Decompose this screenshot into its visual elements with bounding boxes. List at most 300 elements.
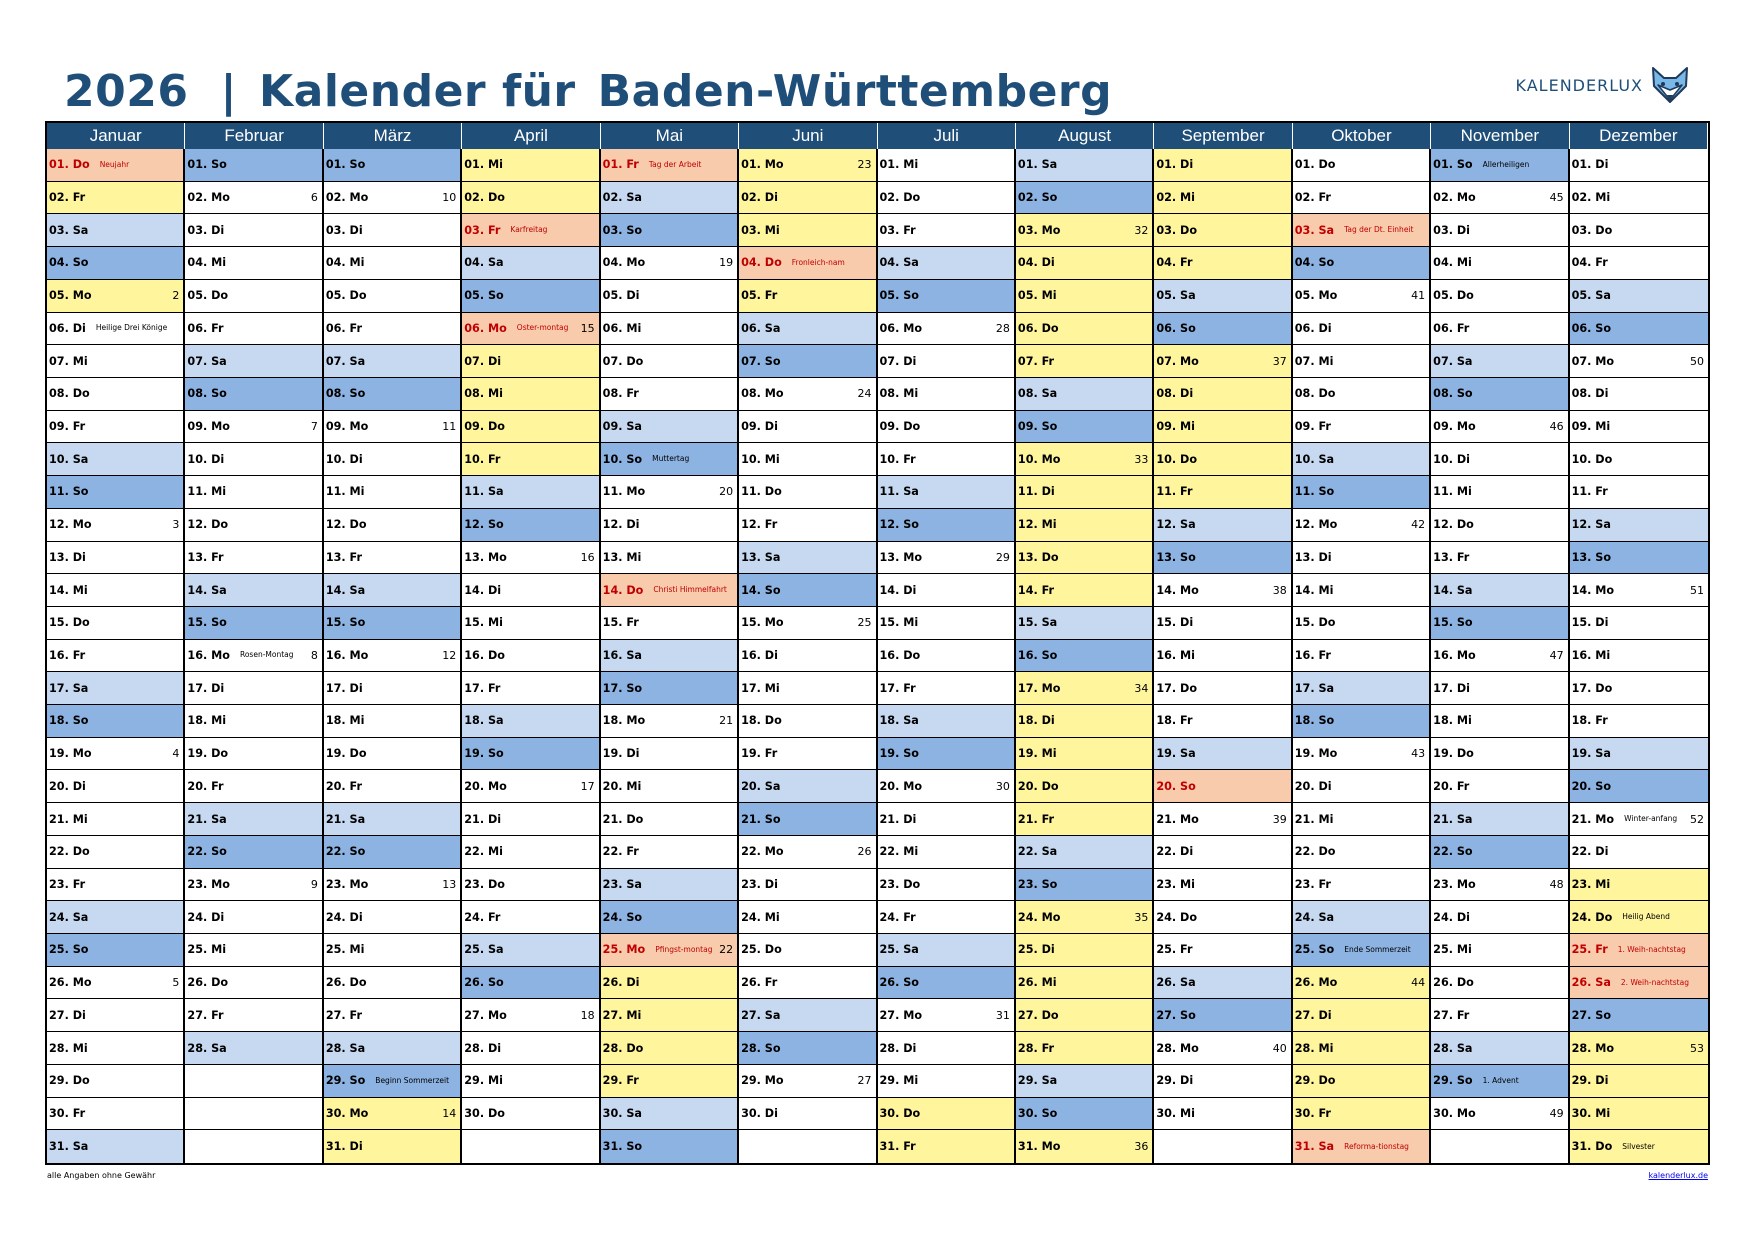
day-label: 28. Sa (187, 1041, 227, 1055)
day-label: 28. So (741, 1041, 781, 1055)
day-label: 22. Mo (741, 845, 784, 859)
day-label: 06. Mo (879, 321, 923, 335)
day-cell (1293, 1098, 1431, 1131)
day-cell (47, 280, 185, 313)
day-label: 04. Di (1017, 256, 1055, 270)
day-label: 19. Do (187, 747, 229, 761)
day-label: 13. Mo (879, 550, 923, 564)
day-cell (601, 378, 739, 411)
day-label: 26. Di (602, 976, 640, 990)
website-link[interactable]: kalenderlux.de (1648, 1171, 1708, 1180)
day-label: 20. So (1571, 779, 1612, 793)
day-cell (878, 934, 1016, 967)
day-cell (1154, 967, 1292, 1000)
day-label: 22. So (1433, 845, 1473, 859)
day-label: 10. Fr (464, 452, 501, 466)
day-label: 25. Di (1017, 943, 1055, 957)
day-cell (324, 607, 462, 640)
day-cell (324, 672, 462, 705)
day-cell (878, 705, 1016, 738)
day-cell (185, 542, 323, 575)
day-cell (1154, 640, 1292, 673)
day-cell (878, 869, 1016, 902)
day-cell (47, 1098, 185, 1131)
day-cell (462, 1065, 600, 1098)
day-label: 10. So (602, 452, 643, 466)
day-cell (324, 803, 462, 836)
day-cell (1431, 607, 1569, 640)
day-label: 06. Fr (187, 321, 224, 335)
day-label: 25. Do (741, 943, 782, 957)
day-cell (1570, 705, 1708, 738)
day-label: 07. Mo (1156, 354, 1199, 368)
day-cell (47, 214, 185, 247)
day-cell (601, 411, 739, 444)
day-label: 01. Mi (879, 158, 919, 172)
day-label: 12. Mo (1294, 518, 1338, 532)
day-label: 26. Do (1433, 976, 1474, 990)
day-cell (324, 640, 462, 673)
day-label: 14. Do (602, 583, 644, 597)
day-label: 12. Do (1433, 518, 1474, 532)
week-number: 41 (1411, 289, 1426, 303)
day-label: 21. Mo (1156, 812, 1199, 826)
day-label: 25. Mi (325, 943, 365, 957)
day-cell (1016, 967, 1154, 1000)
day-label: 19. Do (1433, 747, 1474, 761)
day-label: 21. Mi (49, 812, 88, 826)
day-label: 28. Do (602, 1041, 644, 1055)
day-label: 01. So (325, 158, 366, 172)
day-cell (1016, 345, 1154, 378)
day-cell (1570, 509, 1708, 542)
day-cell (324, 247, 462, 280)
day-cell (462, 967, 600, 1000)
day-cell (185, 574, 323, 607)
day-cell (601, 443, 739, 476)
day-cell (601, 313, 739, 346)
day-label: 06. Di (49, 321, 86, 335)
day-label: 07. Sa (1433, 354, 1473, 368)
day-label: 14. Di (879, 583, 917, 597)
day-label: 25. So (49, 943, 89, 957)
day-label: 29. Sa (1017, 1074, 1058, 1088)
day-label: 16. Mo (1433, 648, 1476, 662)
holiday-note: Rosen-Montag (239, 650, 294, 660)
day-cell (47, 640, 185, 673)
day-label: 13. Fr (325, 550, 362, 564)
day-cell (1431, 672, 1569, 705)
day-label: 03. Sa (49, 223, 89, 237)
week-number: 17 (580, 779, 595, 793)
day-label: 28. Fr (1017, 1041, 1055, 1055)
day-label: 05. Do (1433, 289, 1474, 303)
day-label: 11. Mo (602, 485, 646, 499)
day-cell (1570, 443, 1708, 476)
day-label: 12. So (879, 518, 919, 532)
day-label: 07. Sa (187, 354, 227, 368)
day-cell (1431, 313, 1569, 346)
day-label: 09. So (1017, 420, 1058, 434)
day-cell (739, 803, 877, 836)
day-label: 15. Do (49, 616, 90, 630)
week-number: 46 (1549, 420, 1564, 434)
day-cell (324, 836, 462, 869)
day-cell (1016, 1032, 1154, 1065)
day-cell (1154, 999, 1292, 1032)
day-label: 21. Mo (1571, 812, 1615, 826)
day-label: 22. Sa (1017, 845, 1058, 859)
empty-cell (185, 1098, 323, 1131)
day-cell (47, 901, 185, 934)
day-label: 27. So (1156, 1008, 1196, 1022)
day-label: 23. Mo (325, 877, 369, 891)
day-label: 08. Mo (741, 387, 784, 401)
day-label: 16. Sa (602, 648, 642, 662)
day-cell (1154, 542, 1292, 575)
day-label: 01. Di (1156, 158, 1194, 172)
day-label: 05. Mo (1294, 289, 1338, 303)
day-cell (324, 738, 462, 771)
day-cell (1154, 214, 1292, 247)
day-label: 18. Mi (325, 714, 365, 728)
day-label: 20. Fr (325, 779, 362, 793)
day-cell (47, 149, 185, 182)
day-cell (878, 738, 1016, 771)
day-cell (739, 1098, 877, 1131)
day-cell (1570, 836, 1708, 869)
day-label: 16. So (1017, 648, 1058, 662)
day-label: 19. Do (325, 747, 367, 761)
week-number: 53 (1690, 1041, 1704, 1055)
day-label: 28. Sa (325, 1041, 366, 1055)
day-cell (1570, 280, 1708, 313)
day-cell (1154, 803, 1292, 836)
day-label: 18. Mi (187, 714, 227, 728)
day-cell (462, 345, 600, 378)
day-label: 22. Do (49, 845, 90, 859)
day-label: 18. So (49, 714, 89, 728)
day-label: 28. Mo (1571, 1041, 1615, 1055)
week-number: 38 (1272, 583, 1287, 597)
day-cell (878, 901, 1016, 934)
day-cell (601, 967, 739, 1000)
day-cell (462, 509, 600, 542)
day-cell (47, 705, 185, 738)
week-number: 19 (719, 256, 734, 270)
day-cell (601, 1065, 739, 1098)
day-label: 27. Fr (187, 1008, 224, 1022)
day-cell (739, 542, 877, 575)
day-cell (1293, 247, 1431, 280)
week-number: 39 (1272, 812, 1287, 826)
day-label: 16. Do (464, 648, 505, 662)
day-cell (878, 378, 1016, 411)
day-cell (462, 542, 600, 575)
day-label: 13. Fr (187, 550, 224, 564)
day-cell (1154, 378, 1292, 411)
holiday-note: Tag der Dt. Einheit (1344, 225, 1414, 235)
week-number: 23 (857, 158, 872, 172)
day-cell (1154, 770, 1292, 803)
day-cell (1431, 836, 1569, 869)
day-cell (1293, 738, 1431, 771)
day-cell (878, 149, 1016, 182)
day-label: 20. Di (49, 779, 86, 793)
day-label: 08. Mi (464, 387, 503, 401)
day-label: 20. Mo (879, 779, 923, 793)
day-cell (1431, 967, 1569, 1000)
day-cell (1570, 640, 1708, 673)
day-label: 22. Di (1571, 845, 1609, 859)
day-label: 17. Do (1156, 681, 1198, 695)
day-cell (185, 607, 323, 640)
day-cell (1570, 182, 1708, 215)
day-label: 31. Fr (879, 1140, 916, 1154)
day-cell (185, 476, 323, 509)
day-label: 16. Mi (1571, 648, 1611, 662)
day-label: 17. Do (1571, 681, 1613, 695)
day-cell (1293, 280, 1431, 313)
day-cell (1016, 378, 1154, 411)
day-cell (601, 607, 739, 640)
week-number: 31 (995, 1008, 1010, 1022)
day-cell (1154, 1032, 1292, 1065)
day-label: 11. Sa (464, 485, 504, 499)
day-cell (1016, 999, 1154, 1032)
day-label: 15. Di (1571, 616, 1609, 630)
day-label: 04. Fr (1571, 256, 1608, 270)
empty-cell (1154, 1130, 1292, 1163)
day-label: 27. Mi (602, 1008, 642, 1022)
day-label: 03. So (602, 223, 643, 237)
day-cell (1016, 934, 1154, 967)
day-label: 13. Mo (464, 550, 507, 564)
day-label: 02. Mo (325, 191, 369, 205)
day-label: 10. Mi (741, 452, 780, 466)
day-label: 07. Fr (1017, 354, 1055, 368)
day-label: 30. Mi (1571, 1106, 1611, 1120)
day-label: 25. Fr (1571, 943, 1608, 957)
day-cell (1431, 770, 1569, 803)
day-cell (601, 836, 739, 869)
month-header: Januar (47, 123, 185, 149)
day-label: 25. So (1294, 943, 1335, 957)
page-title (64, 66, 1112, 117)
day-cell (462, 214, 600, 247)
day-cell (47, 770, 185, 803)
day-cell (1016, 1130, 1154, 1163)
day-label: 11. Sa (879, 485, 919, 499)
day-cell (878, 803, 1016, 836)
week-number: 11 (442, 420, 457, 434)
day-cell (47, 607, 185, 640)
day-label: 31. So (602, 1140, 643, 1154)
day-label: 02. Do (879, 191, 921, 205)
day-cell (1293, 443, 1431, 476)
day-cell (1016, 214, 1154, 247)
day-label: 12. Fr (741, 518, 778, 532)
day-cell (601, 214, 739, 247)
day-label: 20. Fr (187, 779, 224, 793)
day-label: 15. Fr (602, 616, 639, 630)
day-cell (324, 1065, 462, 1098)
holiday-note: Beginn Sommerzeit (375, 1075, 450, 1085)
day-label: 28. Mi (49, 1041, 88, 1055)
day-label: 13. Sa (741, 550, 781, 564)
day-cell (878, 1130, 1016, 1163)
day-cell (1154, 901, 1292, 934)
day-label: 09. Mo (187, 420, 230, 434)
day-cell (878, 214, 1016, 247)
week-number: 49 (1549, 1106, 1564, 1120)
day-label: 03. Mo (1017, 223, 1061, 237)
week-number: 35 (1134, 910, 1149, 924)
day-cell (185, 770, 323, 803)
day-cell (1154, 934, 1292, 967)
day-cell (462, 640, 600, 673)
day-label: 18. Mo (602, 714, 646, 728)
day-cell (1016, 1098, 1154, 1131)
day-cell (1431, 934, 1569, 967)
day-cell (185, 149, 323, 182)
day-cell (601, 345, 739, 378)
day-cell (1431, 999, 1569, 1032)
day-cell (1570, 1032, 1708, 1065)
holiday-note: Winter-anfang (1624, 814, 1678, 824)
day-label: 19. Mo (1294, 747, 1338, 761)
week-number: 33 (1134, 452, 1149, 466)
week-number: 10 (442, 191, 457, 205)
day-cell (1154, 1065, 1292, 1098)
day-cell (1154, 345, 1292, 378)
day-label: 25. Mo (602, 943, 646, 957)
day-cell (47, 999, 185, 1032)
day-cell (1154, 443, 1292, 476)
day-label: 03. Mi (741, 223, 780, 237)
day-cell (878, 999, 1016, 1032)
day-label: 01. Sa (1017, 158, 1058, 172)
day-label: 08. Mi (879, 387, 919, 401)
day-cell (1293, 509, 1431, 542)
day-cell (47, 443, 185, 476)
holiday-note: Tag der Arbeit (648, 159, 702, 169)
day-cell (462, 149, 600, 182)
day-cell (462, 247, 600, 280)
day-cell (1431, 901, 1569, 934)
day-cell (739, 1065, 877, 1098)
day-cell (1293, 1032, 1431, 1065)
day-label: 29. Mi (464, 1074, 503, 1088)
holiday-note: 1. Weih-nachtstag (1617, 944, 1686, 954)
day-label: 10. Di (187, 452, 225, 466)
day-label: 01. So (1433, 158, 1473, 172)
day-cell (1293, 313, 1431, 346)
day-cell (1154, 280, 1292, 313)
day-label: 19. Di (602, 747, 640, 761)
day-cell (462, 901, 600, 934)
day-cell (1016, 182, 1154, 215)
day-cell (324, 999, 462, 1032)
day-cell (1431, 803, 1569, 836)
day-label: 27. Mo (879, 1008, 923, 1022)
day-cell (462, 280, 600, 313)
day-label: 22. Mi (464, 845, 503, 859)
day-cell (601, 1130, 739, 1163)
day-cell (601, 640, 739, 673)
day-label: 18. Fr (1571, 714, 1608, 728)
day-cell (324, 934, 462, 967)
day-label: 02. Fr (1294, 191, 1331, 205)
day-cell (462, 934, 600, 967)
day-cell (462, 607, 600, 640)
day-cell (878, 182, 1016, 215)
day-cell (1154, 182, 1292, 215)
day-cell (739, 345, 877, 378)
day-label: 26. Mo (49, 976, 92, 990)
holiday-note: Silvester (1622, 1141, 1655, 1151)
day-label: 16. Di (741, 648, 778, 662)
day-cell (1570, 770, 1708, 803)
day-label: 08. Di (1156, 387, 1194, 401)
day-cell (47, 672, 185, 705)
day-label: 11. So (1294, 485, 1335, 499)
day-cell (1570, 999, 1708, 1032)
day-label: 25. Fr (1156, 943, 1193, 957)
day-label: 17. Sa (49, 681, 89, 695)
day-label: 29. Do (49, 1074, 90, 1088)
day-label: 01. Do (1294, 158, 1336, 172)
day-label: 07. So (741, 354, 781, 368)
week-number: 42 (1411, 518, 1426, 532)
day-cell (1154, 836, 1292, 869)
day-label: 17. Fr (879, 681, 916, 695)
day-cell (878, 476, 1016, 509)
day-label: 04. Mo (602, 256, 646, 270)
week-number: 2 (172, 289, 180, 303)
day-label: 02. So (1017, 191, 1058, 205)
day-cell (47, 509, 185, 542)
week-number: 14 (442, 1106, 457, 1120)
day-label: 14. Fr (1017, 583, 1055, 597)
day-label: 24. Fr (879, 910, 916, 924)
day-label: 16. Mi (1156, 648, 1196, 662)
day-cell (1293, 999, 1431, 1032)
day-label: 08. So (1433, 387, 1473, 401)
day-cell (1431, 1032, 1569, 1065)
day-cell (185, 313, 323, 346)
day-cell (1016, 280, 1154, 313)
week-number: 7 (310, 420, 318, 434)
day-label: 24. Mi (741, 910, 780, 924)
day-label: 13. Fr (1433, 550, 1470, 564)
day-cell (462, 803, 600, 836)
day-label: 12. So (464, 518, 504, 532)
day-label: 03. Fr (464, 223, 501, 237)
day-cell (1293, 803, 1431, 836)
day-cell (1154, 672, 1292, 705)
day-cell (601, 182, 739, 215)
brand-name: KALENDERLUX (1515, 75, 1643, 95)
day-label: 23. Di (741, 877, 778, 891)
day-cell (1016, 542, 1154, 575)
day-label: 22. So (187, 845, 227, 859)
day-label: 19. Mi (1017, 747, 1057, 761)
day-label: 15. So (187, 616, 227, 630)
day-cell (47, 378, 185, 411)
day-cell (739, 672, 877, 705)
day-label: 02. Do (464, 191, 505, 205)
